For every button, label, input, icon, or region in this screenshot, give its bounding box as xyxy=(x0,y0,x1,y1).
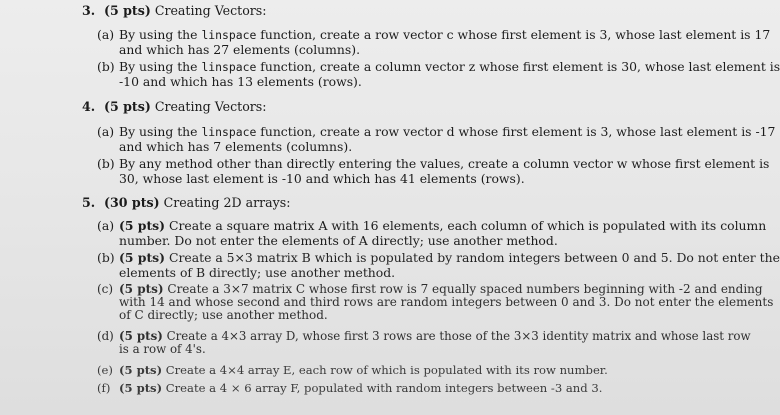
question-4-heading xyxy=(82,99,267,115)
linspace-code: linspace xyxy=(201,60,257,74)
question-5c-text: Create a 3×7 matrix C whose first row is 7 equally spaced numbers beginning with -2 and ending xyxy=(163,282,763,296)
question-5e-points: (5 pts) xyxy=(119,363,163,377)
question-3a-text-post: function, create a row vector c whose first element is 3, whose last element is 17 xyxy=(256,27,771,42)
question-5d xyxy=(97,329,751,356)
question-5b-text: Create a 5×3 matrix B which is populated by random integers between 0 and 5. Do not enter the xyxy=(165,250,780,265)
question-5b xyxy=(97,250,780,280)
question-5c-label: (c) xyxy=(97,282,114,296)
question-5e-label: (e) xyxy=(97,363,113,377)
question-5b-line-2: elements of B directly; use another method. xyxy=(119,264,396,280)
question-5f-text: Create a 4 × 6 array F, populated with random integers between -3 and 3. xyxy=(162,381,603,395)
question-5e-text: Create a 4×4 array E, each row of which is populated with its row number. xyxy=(162,363,608,377)
question-5c-line-3: of C directly; use another method. xyxy=(119,308,328,322)
question-4a-line-2: and which has 7 elements (columns). xyxy=(119,138,353,154)
question-3a-line-1 xyxy=(119,27,771,43)
question-3b-line-2: -10 and which has 13 elements (rows). xyxy=(119,73,362,89)
question-4a-line-1 xyxy=(119,124,776,140)
question-4b-line-2: 30, whose last element is -10 and which has 41 elements (rows). xyxy=(119,170,525,186)
question-3-number: 3. xyxy=(82,3,96,18)
question-3a-text-pre: By using the xyxy=(119,27,202,42)
question-3b-label: (b) xyxy=(97,59,115,74)
question-5f-label: (f) xyxy=(97,381,111,395)
question-3b-line-1 xyxy=(119,59,780,75)
question-4b-label: (b) xyxy=(97,156,115,171)
question-4a xyxy=(97,124,776,154)
question-5e-line-1 xyxy=(119,364,687,377)
question-5d-label: (d) xyxy=(97,329,114,343)
question-3a xyxy=(97,27,771,57)
question-4b xyxy=(97,156,770,186)
question-5a-line-2: number. Do not enter the elements of A directly; use another method. xyxy=(119,232,558,248)
question-5-title: Creating 2D arrays: xyxy=(163,195,291,210)
question-3-title: Creating Vectors: xyxy=(154,3,267,18)
question-5a-text: Create a square matrix A with 16 elements, each column of which is populated with its column xyxy=(165,218,767,233)
question-5b-points: (5 pts) xyxy=(119,250,166,265)
question-5a xyxy=(97,218,767,248)
question-3b-text-post: function, create a column vector z whose first element is 30, whose last element is xyxy=(256,59,780,74)
question-5-number: 5. xyxy=(82,195,96,210)
question-5d-line-2: is a row of 4's. xyxy=(119,342,206,356)
question-5f xyxy=(97,382,687,395)
question-3b xyxy=(97,59,780,89)
question-5-points: (30 pts) xyxy=(104,195,160,210)
question-5a-line-1 xyxy=(119,218,767,234)
question-4b-line-1: By any method other than directly entering the values, create a column vector w whose first element is xyxy=(119,156,770,171)
question-5f-line-1 xyxy=(119,382,687,395)
question-4a-text-pre: By using the xyxy=(119,124,202,139)
question-4-number: 4. xyxy=(82,99,96,114)
question-5c-points: (5 pts) xyxy=(119,282,164,296)
question-4a-label: (a) xyxy=(97,124,115,139)
question-5d-text: Create a 4×3 array D, whose first 3 rows are those of the 3×3 identity matrix and whose last row xyxy=(162,329,751,343)
question-5a-points: (5 pts) xyxy=(119,218,166,233)
question-5e xyxy=(97,364,687,377)
question-5d-points: (5 pts) xyxy=(119,329,163,343)
question-4-points: (5 pts) xyxy=(104,99,151,114)
question-5a-label: (a) xyxy=(97,218,115,233)
question-5b-line-1 xyxy=(119,250,780,266)
question-3b-text-pre: By using the xyxy=(119,59,202,74)
question-3a-label: (a) xyxy=(97,27,115,42)
question-5b-label: (b) xyxy=(97,250,115,265)
linspace-code: linspace xyxy=(201,28,257,42)
linspace-code: linspace xyxy=(201,125,257,139)
question-3a-line-2: and which has 27 elements (columns). xyxy=(119,41,361,57)
question-4a-text-post: function, create a row vector d whose first element is 3, whose last element is -17 xyxy=(256,124,776,139)
question-5-heading xyxy=(82,195,290,211)
question-3-heading xyxy=(82,3,267,19)
question-5c-line-2: with 14 and whose second and third rows are random integers between 0 and 3. Do not enter the elements xyxy=(119,295,774,309)
question-4-title: Creating Vectors: xyxy=(154,99,267,114)
question-5f-points: (5 pts) xyxy=(119,381,163,395)
question-5c xyxy=(97,282,774,322)
question-3-points: (5 pts) xyxy=(104,3,151,18)
